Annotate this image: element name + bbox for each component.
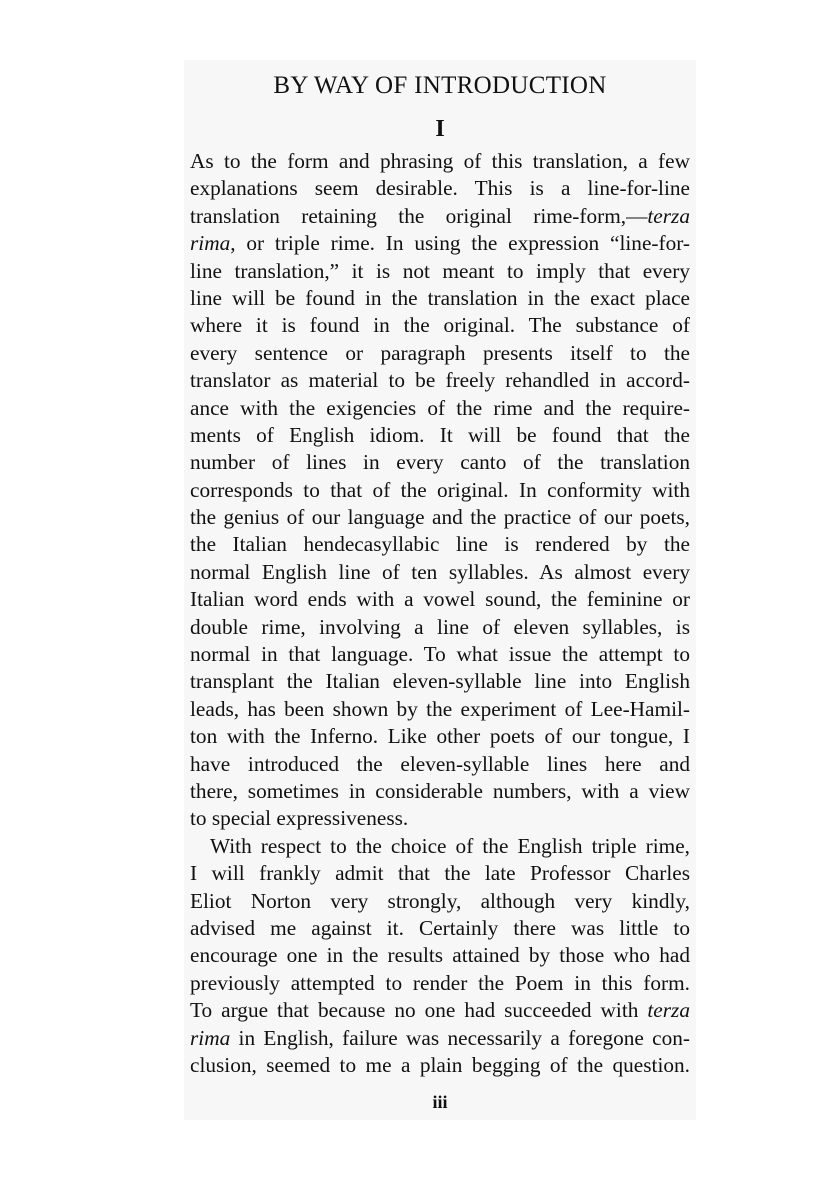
- text-line: previously attempted to render the Poem in this form.: [190, 970, 690, 995]
- text-line: With respect to the choice of the English triple rime,: [210, 833, 690, 858]
- text-line: leads, has been shown by the experiment of Lee-Hamil-: [190, 696, 690, 721]
- page-heading: BY WAY OF INTRODUCTION: [273, 72, 607, 99]
- text-span: in English, failure was necessarily a foregone con-: [230, 1025, 690, 1050]
- text-line: have introduced the eleven-syllable lines here and: [190, 751, 690, 776]
- page-number: iii: [432, 1092, 448, 1112]
- text-line: As to the form and phrasing of this translation, a few: [190, 149, 690, 173]
- text-line: line will be found in the translation in the exact place: [190, 285, 690, 310]
- text-line: corresponds to that of the original. In conformity with: [190, 477, 690, 502]
- text-span: translation retaining the original rime-form,—: [190, 203, 648, 228]
- text-line: transplant the Italian eleven-syllable line into English: [190, 669, 690, 694]
- text-line: translator as material to be freely rehandled in accord-: [190, 368, 690, 393]
- italic-term: rima: [190, 1025, 231, 1050]
- italic-term: terza: [647, 998, 690, 1023]
- text-line: the Italian hendecasyllabic line is rendered by the: [190, 532, 690, 557]
- text-line: double rime, involving a line of eleven syllables, is: [190, 614, 690, 639]
- text-line: number of lines in every canto of the translation: [190, 450, 690, 475]
- italic-term: rima: [190, 231, 231, 256]
- text-line: ton with the Inferno. Like other poets of our tongue, I: [190, 724, 690, 749]
- text-span: To argue that because no one had succeeded with: [190, 998, 648, 1023]
- text-line: [190, 1025, 690, 1052]
- text-line: normal English line of ten syllables. As almost every: [190, 559, 690, 584]
- italic-term: terza: [647, 203, 690, 228]
- text-line: encourage one in the results attained by those who had: [190, 943, 690, 968]
- text-line: ance with the exigencies of the rime and the require-: [190, 395, 690, 420]
- text-line: [190, 203, 690, 230]
- text-line: every sentence or paragraph presents itself to the: [190, 340, 690, 365]
- text-line: explanations seem desirable. This is a line-for-line: [190, 176, 690, 201]
- text-line: ments of English idiom. It will be found that the: [190, 422, 690, 447]
- book-page: [184, 60, 696, 1120]
- text-line: [190, 997, 690, 1024]
- text-line: line translation,” it is not meant to imply that every: [190, 258, 690, 283]
- text-line: to special expressiveness.: [190, 806, 409, 831]
- text-line: where it is found in the original. The substance of: [190, 313, 690, 338]
- body-text: [190, 148, 690, 1079]
- text-line: Italian word ends with a vowel sound, the feminine or: [190, 587, 690, 612]
- text-line: [190, 230, 690, 257]
- text-line: the genius of our language and the practice of our poets,: [190, 505, 690, 530]
- text-line: I will frankly admit that the late Professor Charles: [190, 861, 690, 886]
- text-line: clusion, seemed to me a plain begging of the question.: [190, 1052, 690, 1077]
- text-line: normal in that language. To what issue the attempt to: [190, 642, 690, 667]
- text-line: Eliot Norton very strongly, although very kindly,: [190, 888, 690, 913]
- text-line: advised me against it. Certainly there was little to: [190, 915, 690, 940]
- text-span: , or triple rime. In using the expression “line-for-: [230, 231, 690, 256]
- section-numeral: I: [435, 116, 445, 142]
- text-line: there, sometimes in considerable numbers, with a view: [190, 778, 690, 803]
